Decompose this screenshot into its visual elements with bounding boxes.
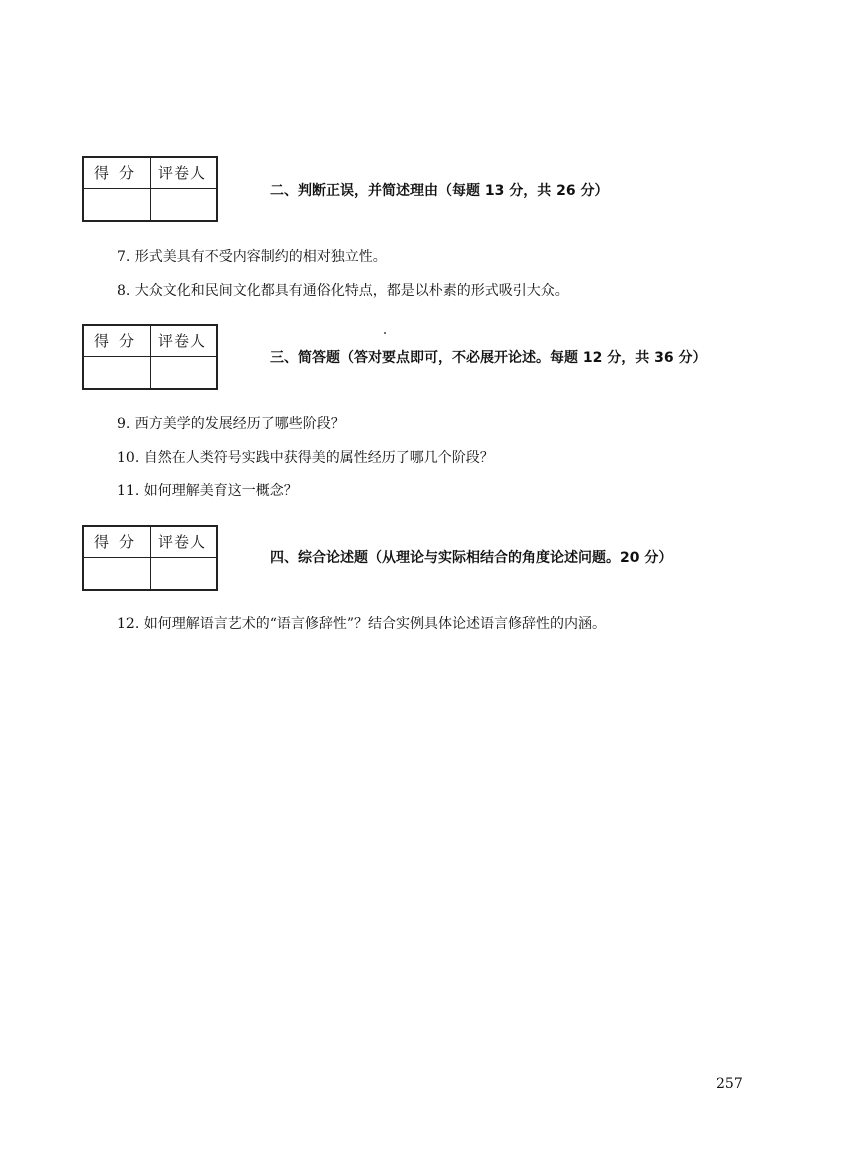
- score-label: 得分: [94, 164, 145, 182]
- grader-label: 评卷人: [158, 332, 207, 350]
- question-10: 10. 自然在人类符号实践中获得美的属性经历了哪几个阶段？: [117, 450, 494, 466]
- question-11: 11. 如何理解美育这一概念？: [117, 483, 298, 499]
- question-7: 7. 形式美具有不受内容制约的相对独立性。: [117, 249, 387, 265]
- score-box-divider: [150, 158, 151, 220]
- score-box-section-2: [82, 156, 218, 222]
- score-box-section-3: [82, 324, 218, 390]
- score-label: 得分: [94, 332, 145, 350]
- question-8: 8. 大众文化和民间文化都具有通俗化特点，都是以朴素的形式吸引大众。: [117, 283, 569, 299]
- grader-label: 评卷人: [158, 164, 207, 182]
- score-box-divider: [150, 527, 151, 589]
- section-4-title: 四、综合论述题（从理论与实际相结合的角度论述问题。20 分）: [270, 550, 673, 566]
- score-label: 得分: [94, 533, 145, 551]
- section-2-title: 二、判断正误，并简述理由（每题 13 分，共 26 分）: [270, 183, 609, 199]
- score-box-divider: [150, 326, 151, 388]
- scan-speck: [384, 332, 386, 334]
- section-3-title: 三、简答题（答对要点即可，不必展开论述。每题 12 分，共 36 分）: [270, 350, 707, 366]
- grader-label: 评卷人: [158, 533, 207, 551]
- question-12: 12. 如何理解语言艺术的“语言修辞性”？结合实例具体论述语言修辞性的内涵。: [117, 616, 607, 632]
- question-9: 9. 西方美学的发展经历了哪些阶段？: [117, 416, 345, 432]
- page-number: 257: [716, 1076, 743, 1092]
- score-box-section-4: [82, 525, 218, 591]
